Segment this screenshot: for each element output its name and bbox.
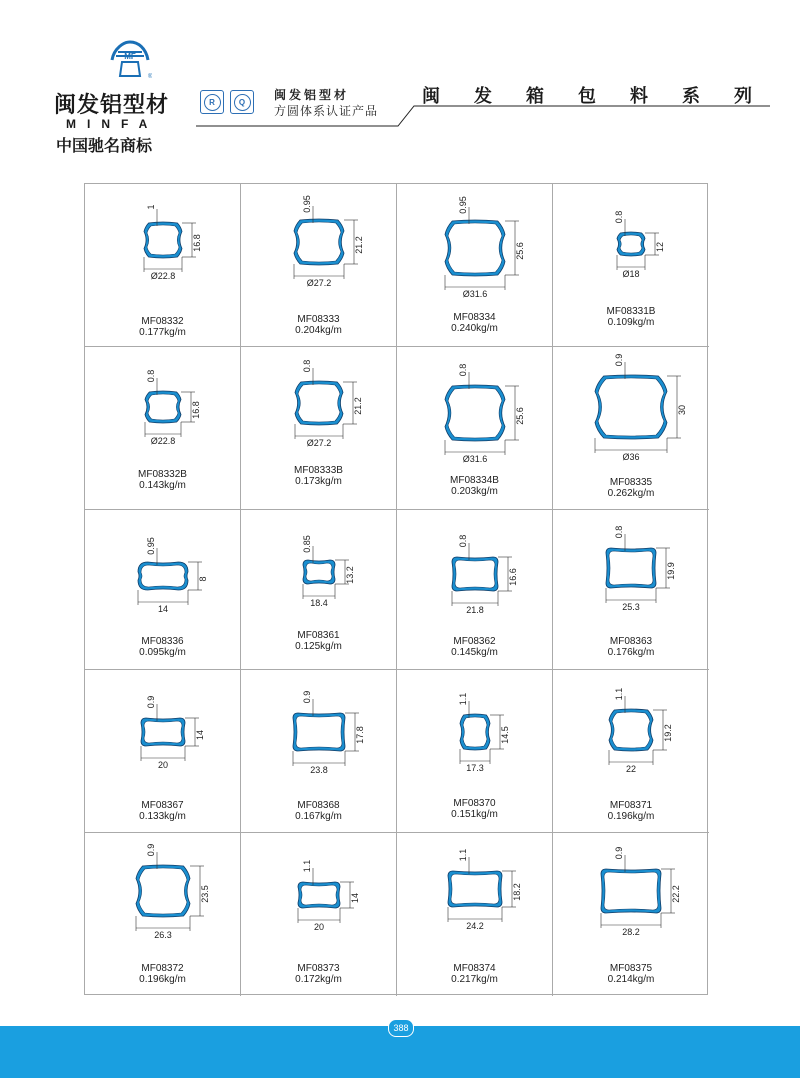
profile-hollow [297,222,341,262]
profile-hollow [598,378,664,436]
profile-drawing [241,347,396,467]
profile-hollow [139,868,187,914]
profile-drawing [397,670,552,790]
product-weight: 0.151kg/m [451,809,498,820]
profile-drawing [553,184,708,304]
profile-drawing [553,833,708,953]
product-code: MF08367 [141,800,184,811]
width-dimension-label: 22 [625,764,637,774]
height-dimension-label: 23.5 [200,885,210,903]
product-code: MF08334 [453,312,496,323]
product-code: MF08332B [138,469,187,480]
profile-hollow [604,872,658,910]
profile-drawing [397,510,552,630]
thickness-dimension-label: 0.8 [458,534,468,548]
product-code: MF08333 [297,314,340,325]
width-dimension-label: 28.2 [622,927,640,937]
profile-hollow [451,874,499,904]
product-cell [397,184,553,347]
brand-name-en: MINFA [66,117,159,131]
product-cell [241,347,397,510]
thickness-dimension-label: 0.9 [146,695,156,709]
cert-title: 闽发铝型材 [274,88,350,102]
height-dimension-label: 8 [198,576,208,582]
thickness-dimension-label: 0.9 [614,846,624,860]
height-dimension-label: 14.5 [500,726,510,744]
width-dimension-label: 21.8 [466,605,484,615]
product-code: MF08333B [294,465,343,476]
profile-drawing [553,510,708,630]
height-dimension-label: 21.2 [353,397,363,415]
width-dimension-label: Ø27.2 [306,278,332,288]
product-code: MF08375 [609,963,653,974]
height-dimension-label: 21.2 [354,236,364,254]
product-grid [84,183,708,995]
product-weight: 0.176kg/m [607,647,655,658]
height-dimension-label: 18.2 [512,883,522,901]
product-weight: 0.214kg/m [607,974,655,985]
profile-drawing [553,347,708,467]
thickness-dimension-label: 1.1 [614,687,624,701]
width-dimension-label: Ø31.6 [462,289,488,299]
product-cell [85,833,241,996]
product-cell [241,833,397,996]
product-weight: 0.125kg/m [295,641,342,652]
profile-hollow [463,717,487,747]
product-cell [397,833,553,996]
height-dimension-label: 19.9 [666,562,676,580]
certification-badges [200,90,254,114]
product-cell [85,184,241,347]
cert-q-icon: Q [230,90,254,114]
product-cell [553,184,709,347]
product-code: MF08332 [141,316,184,327]
product-code: MF08372 [141,963,184,974]
registered-mark: ® [148,74,152,80]
profile-drawing [397,347,552,467]
profile-hollow [144,721,182,743]
profile-hollow [148,394,178,420]
product-weight: 0.173kg/m [295,476,342,487]
product-weight: 0.196kg/m [139,974,186,985]
product-weight: 0.203kg/m [451,486,498,497]
profile-drawing [85,833,240,953]
height-dimension-label: 14 [350,892,360,904]
product-weight: 0.204kg/m [295,325,342,336]
height-dimension-label: 14 [195,729,205,741]
profile-hollow [448,223,502,273]
product-weight: 0.145kg/m [451,647,498,658]
product-cell [553,833,709,996]
width-dimension-label: Ø18 [622,269,640,279]
product-weight: 0.095kg/m [139,647,186,658]
product-weight: 0.109kg/m [607,317,655,328]
thickness-dimension-label: 0.8 [614,210,624,224]
width-dimension-label: 18.4 [310,598,328,608]
profile-hollow [448,388,502,438]
height-dimension-label: 16.8 [192,234,202,252]
profile-hollow [612,712,650,748]
profile-drawing [85,510,240,630]
width-dimension-label: 14 [157,604,169,614]
product-cell [241,510,397,670]
height-dimension-label: 30 [677,404,687,416]
thickness-dimension-label: 0.95 [302,195,312,213]
product-cell [397,347,553,510]
width-dimension-label: Ø27.2 [306,438,332,448]
product-code: MF08361 [297,630,340,641]
profile-drawing [241,670,396,790]
profile-drawing [397,833,552,953]
product-weight: 0.167kg/m [295,811,342,822]
product-code: MF08334B [450,475,499,486]
product-weight: 0.240kg/m [451,323,498,334]
thickness-dimension-label: 0.85 [302,535,312,553]
thickness-dimension-label: 0.8 [458,363,468,377]
profile-drawing [241,184,396,304]
product-code: MF08370 [453,798,496,809]
product-cell [241,184,397,347]
profile-drawing [241,510,396,630]
thickness-dimension-label: 0.8 [614,525,624,539]
brand-name-cn: 闽发铝型材 [54,92,170,118]
thickness-dimension-label: 0.95 [146,537,156,555]
product-cell [553,670,709,833]
width-dimension-label: Ø22.8 [150,436,176,446]
profile-hollow [620,235,642,253]
product-weight: 0.172kg/m [295,974,342,985]
profile-drawing [85,184,240,304]
product-weight: 0.143kg/m [139,480,186,491]
product-weight: 0.262kg/m [607,488,655,499]
width-dimension-label: 25.3 [622,602,640,612]
profile-hollow [301,885,337,905]
thickness-dimension-label: 0.9 [302,690,312,704]
thickness-dimension-label: 1.1 [458,692,468,706]
profile-hollow [141,565,185,587]
height-dimension-label: 13.2 [345,566,355,584]
profile-hollow [609,551,653,585]
product-cell [85,510,241,670]
profile-drawing [397,184,552,304]
product-code: MF08373 [297,963,340,974]
thickness-dimension-label: 0.9 [614,353,624,367]
product-code: MF08362 [453,636,496,647]
profile-hollow [298,384,340,422]
height-dimension-label: 12 [655,241,665,253]
height-dimension-label: 19.2 [663,724,673,742]
profile-hollow [296,716,342,748]
product-weight: 0.217kg/m [451,974,498,985]
product-code: MF08363 [609,636,653,647]
thickness-dimension-label: 1.1 [302,859,312,873]
width-dimension-label: 24.2 [466,921,484,931]
width-dimension-label: Ø36 [622,452,640,462]
thickness-dimension-label: 1 [146,204,156,210]
height-dimension-label: 22.2 [671,885,681,903]
thickness-dimension-label: 1.1 [458,848,468,862]
product-weight: 0.177kg/m [139,327,186,338]
product-cell [553,347,709,510]
logo-text: MF [124,52,136,61]
product-code: MF08331B [606,306,656,317]
width-dimension-label: 20 [157,760,169,770]
product-code: MF08336 [141,636,184,647]
height-dimension-label: 17.8 [355,726,365,744]
width-dimension-label: 26.3 [154,930,172,940]
minfa-emblem-icon [108,38,152,82]
product-cell [397,670,553,833]
height-dimension-label: 16.6 [508,568,518,586]
width-dimension-label: 20 [313,922,325,932]
thickness-dimension-label: 0.8 [146,369,156,383]
height-dimension-label: 25.6 [515,242,525,260]
cert-r-icon: R [200,90,224,114]
width-dimension-label: Ø22.8 [150,271,176,281]
width-dimension-label: 23.8 [310,765,328,775]
thickness-dimension-label: 0.9 [146,843,156,857]
brand-logo [54,38,188,155]
profile-drawing [553,670,708,790]
profile-drawing [85,670,240,790]
product-cell [397,510,553,670]
product-weight: 0.196kg/m [607,811,655,822]
product-cell [85,347,241,510]
product-weight: 0.133kg/m [139,811,186,822]
profile-hollow [455,560,495,588]
product-cell [85,670,241,833]
product-code: MF08335 [609,477,653,488]
brand-slogan: 中国驰名商标 [56,136,153,155]
page-number: 388 [388,1019,414,1037]
product-code: MF08374 [453,963,496,974]
series-title: 闽 发 箱 包 料 系 列 [422,86,752,107]
thickness-dimension-label: 0.8 [302,359,312,373]
cert-subtitle: 方圆体系认证产品 [274,104,379,118]
profile-drawing [241,833,396,953]
width-dimension-label: Ø31.6 [462,454,488,464]
thickness-dimension-label: 0.95 [458,196,468,214]
profile-drawing [85,347,240,467]
profile-hollow [306,563,332,581]
product-code: MF08371 [609,800,653,811]
height-dimension-label: 25.6 [515,407,525,425]
product-code: MF08368 [297,800,340,811]
profile-hollow [147,225,179,255]
product-cell [241,670,397,833]
height-dimension-label: 16.8 [191,401,201,419]
width-dimension-label: 17.3 [466,763,484,773]
product-cell [553,510,709,670]
